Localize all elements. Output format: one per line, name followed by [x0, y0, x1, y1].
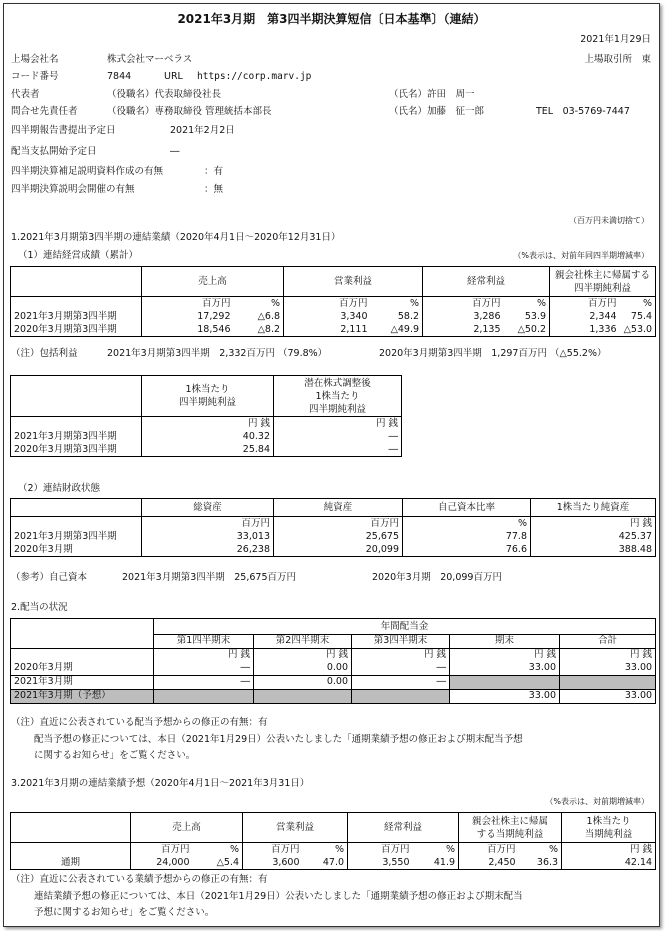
- dividend-table: 年間配当金 第1四半期末 第2四半期末 第3四半期末 期末 合計 円 銭 円 銭 円 銭 円 銭 円 銭 2020年3月期 ― 0.00 ― 33.00 33.00 2021年3月期 ― 0.00 ― 2021年3月期（予想） 33.00 33.00: [10, 618, 656, 704]
- financial-position-table: 総資産 純資産 自己資本比率 1株当たり純資産 百万円 百万円 % 円 銭 2021年3月期第3四半期 33,013 25,675 77.8 425.37 2020年3月期 26,238 20,099 76.6 388.48: [10, 498, 656, 557]
- forecast-note-3: 予想に関するお知らせ」をご覧ください。: [34, 907, 215, 918]
- section2-heading: 2.配当の状況: [11, 602, 68, 613]
- units-note: （百万円未満切捨て）: [569, 216, 649, 225]
- report-label: 四半期報告書提出予定日: [11, 125, 116, 136]
- operating-results-table: 売上高 営業利益 経常利益 親会社株主に帰属する 四半期純利益 百万円 % 百万円 % 百万円 % 百万円 % 2021年3月期第3四半期 17,292 △6.8 3,340 58.2 3,286 53.9 2,344 75.4 2020年3月期第3四半期 18,546 △8.2 2,111 △49.9 2,135 △50.2 1,336 △53.0: [10, 266, 656, 337]
- equity-ref-1: 2021年3月期第3四半期 25,675百万円: [122, 572, 297, 583]
- rep-label: 代表者: [11, 89, 40, 100]
- section1-sub1: （1）連結経営成績（累計）: [18, 250, 139, 261]
- table-row: 2020年3月期 26,238 20,099 76.6 388.48: [11, 543, 656, 557]
- section1-sub2: （2）連結財政状態: [18, 483, 101, 494]
- contact-name: （氏名）加藤 征一郎: [389, 106, 485, 117]
- dividend-note-1: （注）直近に公表されている配当予想からの修正の有無：有: [11, 717, 268, 728]
- col-net-income: 親会社株主に帰属する 四半期純利益: [550, 267, 656, 297]
- col-op-income: 営業利益: [284, 267, 423, 297]
- contact-label: 問合せ先責任者: [11, 106, 78, 117]
- comprehensive-income-2: 2020年3月期第3四半期 1,297百万円 （△55.2%）: [379, 348, 607, 359]
- contact-role: （役職名）専務取締役 管理統括本部長: [107, 106, 272, 117]
- table-row: 2021年3月期第3四半期 17,292 △6.8 3,340 58.2 3,286 53.9 2,344 75.4: [11, 310, 656, 323]
- report-date: 2021年1月29日: [580, 34, 651, 45]
- listed-label: 上場会社名: [11, 54, 59, 65]
- equity-ref-2: 2020年3月期 20,099百万円: [372, 572, 502, 583]
- equity-ref-label: （参考）自己資本: [11, 572, 88, 583]
- comprehensive-income-1: 2021年3月期第3四半期 2,332百万円 （79.8%）: [107, 348, 328, 359]
- url-label: URL: [164, 71, 183, 82]
- company-name: 株式会社マーベラス: [107, 54, 193, 65]
- dividend-note-3: に関するお知らせ」をご覧ください。: [34, 750, 196, 761]
- forecast-note-1: （注）直近に公表されている業績予想からの修正の有無：有: [11, 874, 268, 885]
- dividend-note-2: 配当予想の修正については、本日（2021年1月29日）公表いたしました「通期業績予想の修正および期末配当予想: [34, 734, 523, 745]
- document-page: [3, 3, 660, 927]
- annual-dividend-header: 年間配当金: [154, 619, 656, 635]
- briefing-label: 四半期決算説明会開催の有無: [11, 184, 135, 195]
- table-row: 2021年3月期第3四半期 33,013 25,675 77.8 425.37: [11, 530, 656, 543]
- table-row: 2021年3月期（予想） 33.00 33.00: [11, 689, 656, 703]
- section3-heading: 3.2021年3月期の連結業績予想（2020年4月1日～2021年3月31日）: [11, 778, 310, 789]
- rep-name: （氏名）許田 周一: [389, 89, 475, 100]
- supp-label: 四半期決算補足説明資料作成の有無: [11, 166, 164, 177]
- rep-role: （役職名）代表取締役社長: [107, 89, 222, 100]
- table-row: 2020年3月期 ― 0.00 ― 33.00 33.00: [11, 662, 656, 676]
- briefing-value: ：無: [204, 184, 224, 195]
- eps-table: 1株当たり 四半期純利益 潜在株式調整後 1株当たり 四半期純利益 円 銭 円 銭 2021年3月期第3四半期 40.32 ― 2020年3月期第3四半期 25.84 ―: [10, 375, 402, 457]
- section1-sub1-note: （%表示は、対前年同四半期増減率）: [513, 251, 649, 260]
- forecast-note-2: 連結業績予想の修正については、本日（2021年1月29日）公表いたしました「通期業績予想の修正および期末配当: [34, 891, 523, 902]
- contact-tel: TEL 03-5769-7447: [536, 106, 630, 117]
- section3-note: （%表示は、対前期増減率）: [545, 797, 649, 806]
- code-value: 7844: [107, 71, 132, 82]
- section1-heading: 1.2021年3月期第3四半期の連結業績（2020年4月1日～2020年12月31日）: [11, 232, 341, 243]
- dividend-start-label: 配当支払開始予定日: [11, 146, 97, 157]
- table-row: 通期 24,000 △5.4 3,600 47.0 3,550 41.9 2,450 36.3 42.14: [11, 856, 656, 870]
- table-row: 2020年3月期第3四半期 25.84 ―: [11, 443, 402, 457]
- dividend-start-value: ―: [170, 146, 180, 157]
- table-row: 2021年3月期 ― 0.00 ―: [11, 675, 656, 689]
- col-ord-income: 経常利益: [423, 267, 550, 297]
- report-value: 2021年2月2日: [170, 125, 235, 136]
- supp-value: ：有: [204, 166, 224, 177]
- table-row: 2021年3月期第3四半期 40.32 ―: [11, 430, 402, 443]
- col-sales: 売上高: [142, 267, 284, 297]
- exchange: 上場取引所 東: [584, 54, 651, 65]
- code-label: コード番号: [11, 71, 59, 82]
- url-link[interactable]: https://corp.marv.jp: [197, 71, 312, 82]
- table-row: 2020年3月期第3四半期 18,546 △8.2 2,111 △49.9 2,135 △50.2 1,336 △53.0: [11, 323, 656, 337]
- document-title: 2021年3月期 第3四半期決算短信〔日本基準〕（連結）: [177, 12, 486, 26]
- forecast-table: 売上高 営業利益 経常利益 親会社株主に帰属 する当期純利益 1株当たり 当期純利益 百万円 % 百万円 % 百万円 % 百万円 % 円 銭 通期 24,000 △5.4 3,600 47.0 3,550 41.9 2,450 36.3 42.14: [10, 812, 656, 870]
- comprehensive-income-label: （注）包括利益: [11, 348, 78, 359]
